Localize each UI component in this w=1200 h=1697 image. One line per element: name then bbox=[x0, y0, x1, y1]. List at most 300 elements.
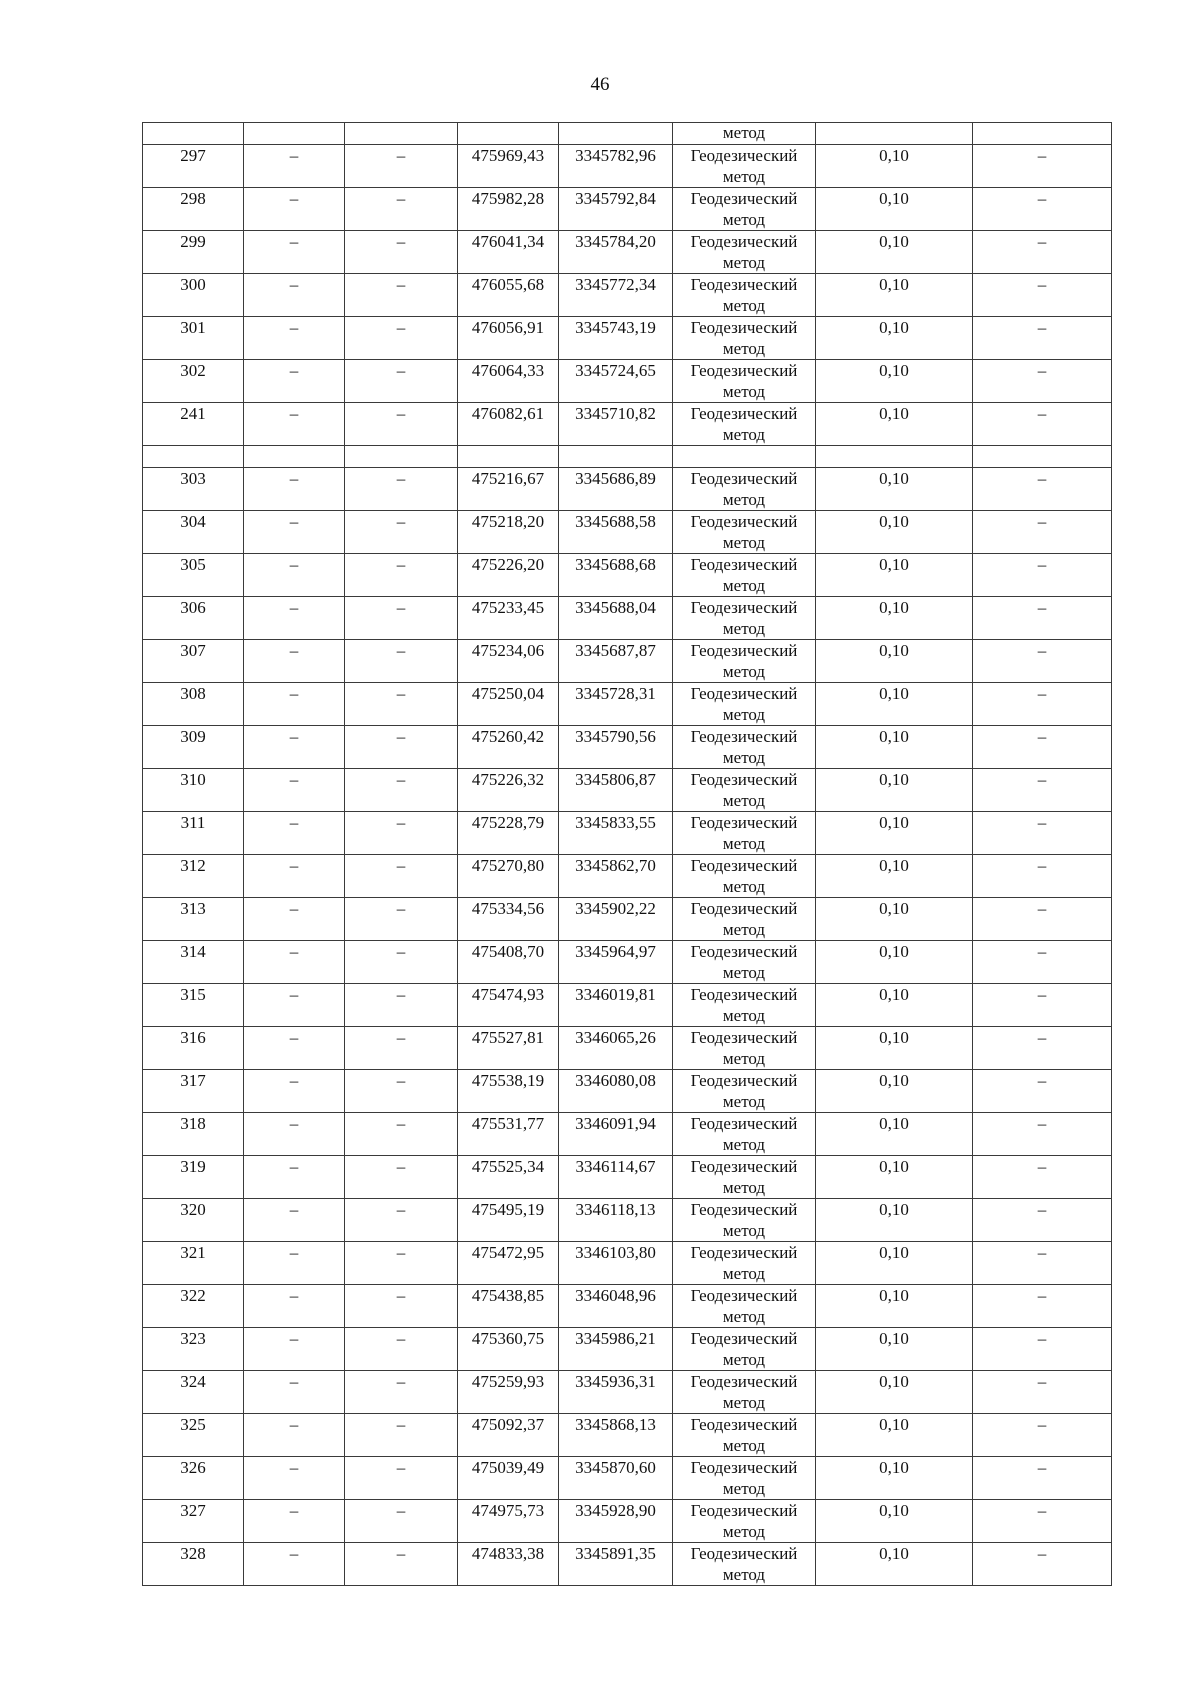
point-number-cell: 313 bbox=[143, 898, 244, 941]
method-cell bbox=[673, 1328, 816, 1371]
y-coordinate-cell: 3346114,67 bbox=[559, 1156, 673, 1199]
dash-cell: – bbox=[244, 812, 345, 855]
x-coordinate-cell: 475982,28 bbox=[458, 188, 559, 231]
method-cell bbox=[673, 1543, 816, 1586]
table-row bbox=[143, 1414, 1112, 1457]
x-coordinate-cell: 475270,80 bbox=[458, 855, 559, 898]
method-cell bbox=[673, 403, 816, 446]
dash-cell: – bbox=[973, 640, 1112, 683]
accuracy-cell: 0,10 bbox=[816, 1156, 973, 1199]
method-cell bbox=[673, 597, 816, 640]
dash-cell: – bbox=[345, 360, 458, 403]
table-body bbox=[143, 123, 1112, 1586]
method-line-2: метод bbox=[722, 253, 766, 272]
point-number-cell: 309 bbox=[143, 726, 244, 769]
method-line-1: Геодезический bbox=[690, 1243, 798, 1262]
point-number-cell: 298 bbox=[143, 188, 244, 231]
y-coordinate-cell: 3346080,08 bbox=[559, 1070, 673, 1113]
method-cell bbox=[673, 1027, 816, 1070]
dash-cell: – bbox=[345, 683, 458, 726]
method-line-1: Геодезический bbox=[690, 727, 798, 746]
y-coordinate-cell: 3345743,19 bbox=[559, 317, 673, 360]
y-coordinate-cell: 3345902,22 bbox=[559, 898, 673, 941]
method-line-2: метод bbox=[722, 705, 766, 724]
point-number-cell: 323 bbox=[143, 1328, 244, 1371]
cell-empty bbox=[143, 123, 244, 145]
dash-cell: – bbox=[973, 1242, 1112, 1285]
y-coordinate-cell: 3345870,60 bbox=[559, 1457, 673, 1500]
dash-cell: – bbox=[973, 1070, 1112, 1113]
dash-cell: – bbox=[244, 1414, 345, 1457]
point-number-cell: 305 bbox=[143, 554, 244, 597]
table-row bbox=[143, 231, 1112, 274]
dash-cell: – bbox=[345, 403, 458, 446]
dash-cell: – bbox=[244, 1242, 345, 1285]
table-row bbox=[143, 1543, 1112, 1586]
table-row bbox=[143, 1242, 1112, 1285]
method-line-1: Геодезический bbox=[690, 189, 798, 208]
method-line-1: Геодезический bbox=[690, 856, 798, 875]
dash-cell: – bbox=[973, 1543, 1112, 1586]
accuracy-cell: 0,10 bbox=[816, 554, 973, 597]
dash-cell: – bbox=[345, 1070, 458, 1113]
method-line-2: метод bbox=[722, 1092, 766, 1111]
dash-cell: – bbox=[973, 726, 1112, 769]
method-line-2: метод bbox=[722, 1565, 766, 1584]
cell-empty bbox=[559, 446, 673, 468]
x-coordinate-cell: 475233,45 bbox=[458, 597, 559, 640]
point-number-cell: 318 bbox=[143, 1113, 244, 1156]
dash-cell: – bbox=[345, 1242, 458, 1285]
method-line-2: метод bbox=[722, 1264, 766, 1283]
accuracy-cell: 0,10 bbox=[816, 274, 973, 317]
point-number-cell: 328 bbox=[143, 1543, 244, 1586]
dash-cell: – bbox=[345, 145, 458, 188]
accuracy-cell: 0,10 bbox=[816, 1285, 973, 1328]
point-number-cell: 315 bbox=[143, 984, 244, 1027]
method-cell bbox=[673, 1199, 816, 1242]
dash-cell: – bbox=[973, 188, 1112, 231]
table-row bbox=[143, 274, 1112, 317]
cell-empty bbox=[244, 123, 345, 145]
method-line-1: Геодезический bbox=[690, 1286, 798, 1305]
x-coordinate-cell: 475474,93 bbox=[458, 984, 559, 1027]
dash-cell: – bbox=[244, 898, 345, 941]
table-row bbox=[143, 511, 1112, 554]
point-number-cell: 324 bbox=[143, 1371, 244, 1414]
method-line-2: метод bbox=[722, 1479, 766, 1498]
accuracy-cell: 0,10 bbox=[816, 1543, 973, 1586]
y-coordinate-cell: 3345710,82 bbox=[559, 403, 673, 446]
y-coordinate-cell: 3346091,94 bbox=[559, 1113, 673, 1156]
method-cell bbox=[673, 511, 816, 554]
accuracy-cell: 0,10 bbox=[816, 188, 973, 231]
dash-cell: – bbox=[244, 145, 345, 188]
method-line-2: метод bbox=[722, 1307, 766, 1326]
method-line-2: метод bbox=[722, 1049, 766, 1068]
dash-cell: – bbox=[973, 941, 1112, 984]
dash-cell: – bbox=[345, 1457, 458, 1500]
y-coordinate-cell: 3345833,55 bbox=[559, 812, 673, 855]
dash-cell: – bbox=[973, 812, 1112, 855]
cell-empty bbox=[345, 123, 458, 145]
dash-cell: – bbox=[244, 683, 345, 726]
y-coordinate-cell: 3345782,96 bbox=[559, 145, 673, 188]
method-cell bbox=[673, 1113, 816, 1156]
accuracy-cell: 0,10 bbox=[816, 1242, 973, 1285]
table-row bbox=[143, 726, 1112, 769]
dash-cell: – bbox=[973, 984, 1112, 1027]
dash-cell: – bbox=[973, 855, 1112, 898]
method-cell bbox=[673, 554, 816, 597]
method-cell bbox=[673, 1457, 816, 1500]
table-row bbox=[143, 1500, 1112, 1543]
x-coordinate-cell: 475226,20 bbox=[458, 554, 559, 597]
dash-cell: – bbox=[345, 812, 458, 855]
y-coordinate-cell: 3345687,87 bbox=[559, 640, 673, 683]
x-coordinate-cell: 474833,38 bbox=[458, 1543, 559, 1586]
dash-cell: – bbox=[345, 1113, 458, 1156]
table-row bbox=[143, 640, 1112, 683]
dash-cell: – bbox=[345, 231, 458, 274]
y-coordinate-cell: 3345792,84 bbox=[559, 188, 673, 231]
method-line-1: Геодезический bbox=[690, 275, 798, 294]
x-coordinate-cell: 475216,67 bbox=[458, 468, 559, 511]
continuation-method-cell: метод bbox=[673, 123, 816, 145]
method-cell bbox=[673, 1414, 816, 1457]
dash-cell: – bbox=[244, 726, 345, 769]
accuracy-cell: 0,10 bbox=[816, 1027, 973, 1070]
accuracy-cell: 0,10 bbox=[816, 511, 973, 554]
dash-cell: – bbox=[244, 941, 345, 984]
method-cell bbox=[673, 683, 816, 726]
accuracy-cell: 0,10 bbox=[816, 1328, 973, 1371]
method-line-1: Геодезический bbox=[690, 684, 798, 703]
method-line-1: Геодезический bbox=[690, 1415, 798, 1434]
point-number-cell: 304 bbox=[143, 511, 244, 554]
x-coordinate-cell: 475039,49 bbox=[458, 1457, 559, 1500]
table-row bbox=[143, 1156, 1112, 1199]
point-number-cell: 316 bbox=[143, 1027, 244, 1070]
dash-cell: – bbox=[345, 1500, 458, 1543]
page-number: 46 bbox=[590, 74, 610, 95]
point-number-cell: 327 bbox=[143, 1500, 244, 1543]
table-row bbox=[143, 1328, 1112, 1371]
method-line-1: Геодезический bbox=[690, 404, 798, 423]
dash-cell: – bbox=[973, 145, 1112, 188]
table-row bbox=[143, 1199, 1112, 1242]
point-number-cell: 241 bbox=[143, 403, 244, 446]
method-line-1: Геодезический bbox=[690, 598, 798, 617]
method-line-1: Геодезический bbox=[690, 813, 798, 832]
method-cell bbox=[673, 317, 816, 360]
method-cell bbox=[673, 468, 816, 511]
point-number-cell: 317 bbox=[143, 1070, 244, 1113]
method-cell bbox=[673, 231, 816, 274]
cell-empty bbox=[816, 123, 973, 145]
dash-cell: – bbox=[973, 317, 1112, 360]
y-coordinate-cell: 3345688,58 bbox=[559, 511, 673, 554]
table-row bbox=[143, 1113, 1112, 1156]
dash-cell: – bbox=[973, 769, 1112, 812]
cell-empty bbox=[816, 446, 973, 468]
accuracy-cell: 0,10 bbox=[816, 1371, 973, 1414]
method-cell bbox=[673, 274, 816, 317]
method-line-1: Геодезический bbox=[690, 641, 798, 660]
dash-cell: – bbox=[244, 1027, 345, 1070]
x-coordinate-cell: 475334,56 bbox=[458, 898, 559, 941]
x-coordinate-cell: 475360,75 bbox=[458, 1328, 559, 1371]
method-line-1: Геодезический bbox=[690, 1028, 798, 1047]
dash-cell: – bbox=[973, 1371, 1112, 1414]
dash-cell: – bbox=[244, 511, 345, 554]
table-row bbox=[143, 188, 1112, 231]
y-coordinate-cell: 3346103,80 bbox=[559, 1242, 673, 1285]
dash-cell: – bbox=[244, 640, 345, 683]
method-line-1: Геодезический bbox=[690, 1071, 798, 1090]
y-coordinate-cell: 3346118,13 bbox=[559, 1199, 673, 1242]
accuracy-cell: 0,10 bbox=[816, 640, 973, 683]
method-line-2: метод bbox=[722, 662, 766, 681]
table-row bbox=[143, 1070, 1112, 1113]
accuracy-cell: 0,10 bbox=[816, 231, 973, 274]
accuracy-cell: 0,10 bbox=[816, 1199, 973, 1242]
dash-cell: – bbox=[345, 769, 458, 812]
dash-cell: – bbox=[244, 231, 345, 274]
dash-cell: – bbox=[345, 640, 458, 683]
method-line-2: метод bbox=[722, 1178, 766, 1197]
accuracy-cell: 0,10 bbox=[816, 941, 973, 984]
method-line-2: метод bbox=[722, 210, 766, 229]
y-coordinate-cell: 3345986,21 bbox=[559, 1328, 673, 1371]
method-cell bbox=[673, 898, 816, 941]
dash-cell: – bbox=[345, 726, 458, 769]
method-line-2: метод bbox=[722, 1393, 766, 1412]
dash-cell: – bbox=[345, 468, 458, 511]
dash-cell: – bbox=[345, 1199, 458, 1242]
dash-cell: – bbox=[973, 403, 1112, 446]
table-row bbox=[143, 597, 1112, 640]
dash-cell: – bbox=[973, 274, 1112, 317]
point-number-cell: 325 bbox=[143, 1414, 244, 1457]
accuracy-cell: 0,10 bbox=[816, 984, 973, 1027]
point-number-cell: 310 bbox=[143, 769, 244, 812]
point-number-cell: 308 bbox=[143, 683, 244, 726]
dash-cell: – bbox=[345, 898, 458, 941]
x-coordinate-cell: 476064,33 bbox=[458, 360, 559, 403]
dash-cell: – bbox=[244, 984, 345, 1027]
accuracy-cell: 0,10 bbox=[816, 1500, 973, 1543]
dash-cell: – bbox=[244, 1199, 345, 1242]
y-coordinate-cell: 3345936,31 bbox=[559, 1371, 673, 1414]
table-row bbox=[143, 360, 1112, 403]
method-cell bbox=[673, 855, 816, 898]
y-coordinate-cell: 3345964,97 bbox=[559, 941, 673, 984]
method-cell bbox=[673, 769, 816, 812]
point-number-cell: 301 bbox=[143, 317, 244, 360]
dash-cell: – bbox=[244, 855, 345, 898]
method-line-1: Геодезический bbox=[690, 770, 798, 789]
dash-cell: – bbox=[244, 1371, 345, 1414]
coordinates-table bbox=[142, 122, 1112, 1586]
method-line-2: метод bbox=[722, 490, 766, 509]
method-cell bbox=[673, 812, 816, 855]
dash-cell: – bbox=[973, 1285, 1112, 1328]
table-row bbox=[143, 145, 1112, 188]
y-coordinate-cell: 3345724,65 bbox=[559, 360, 673, 403]
dash-cell: – bbox=[244, 1543, 345, 1586]
accuracy-cell: 0,10 bbox=[816, 403, 973, 446]
x-coordinate-cell: 475218,20 bbox=[458, 511, 559, 554]
accuracy-cell: 0,10 bbox=[816, 812, 973, 855]
table-row bbox=[143, 1285, 1112, 1328]
table-row bbox=[143, 898, 1112, 941]
accuracy-cell: 0,10 bbox=[816, 1070, 973, 1113]
accuracy-cell: 0,10 bbox=[816, 1457, 973, 1500]
method-line-1: Геодезический bbox=[690, 1544, 798, 1563]
x-coordinate-cell: 475538,19 bbox=[458, 1070, 559, 1113]
table-row bbox=[143, 683, 1112, 726]
y-coordinate-cell: 3345928,90 bbox=[559, 1500, 673, 1543]
y-coordinate-cell: 3345862,70 bbox=[559, 855, 673, 898]
method-cell bbox=[673, 726, 816, 769]
dash-cell: – bbox=[973, 360, 1112, 403]
dash-cell: – bbox=[345, 1285, 458, 1328]
table-row bbox=[143, 941, 1112, 984]
accuracy-cell: 0,10 bbox=[816, 145, 973, 188]
cell-empty bbox=[559, 123, 673, 145]
method-line-1: Геодезический bbox=[690, 146, 798, 165]
method-cell bbox=[673, 1371, 816, 1414]
accuracy-cell: 0,10 bbox=[816, 898, 973, 941]
x-coordinate-cell: 475234,06 bbox=[458, 640, 559, 683]
dash-cell: – bbox=[345, 1414, 458, 1457]
point-number-cell: 307 bbox=[143, 640, 244, 683]
point-number-cell: 314 bbox=[143, 941, 244, 984]
dash-cell: – bbox=[345, 317, 458, 360]
dash-cell: – bbox=[244, 1500, 345, 1543]
dash-cell: – bbox=[345, 1027, 458, 1070]
x-coordinate-cell: 475226,32 bbox=[458, 769, 559, 812]
accuracy-cell: 0,10 bbox=[816, 360, 973, 403]
method-cell bbox=[673, 1242, 816, 1285]
method-line-2: метод bbox=[722, 1135, 766, 1154]
method-line-1: Геодезический bbox=[690, 1372, 798, 1391]
cell-empty bbox=[973, 123, 1112, 145]
method-line-1: Геодезический bbox=[690, 469, 798, 488]
table-row bbox=[143, 468, 1112, 511]
method-cell bbox=[673, 1070, 816, 1113]
method-line-1: Геодезический bbox=[690, 1329, 798, 1348]
point-number-cell: 306 bbox=[143, 597, 244, 640]
point-number-cell: 302 bbox=[143, 360, 244, 403]
x-coordinate-cell: 476041,34 bbox=[458, 231, 559, 274]
table-row bbox=[143, 403, 1112, 446]
y-coordinate-cell: 3346065,26 bbox=[559, 1027, 673, 1070]
separator-row bbox=[143, 446, 1112, 468]
method-line-1: Геодезический bbox=[690, 1458, 798, 1477]
method-line-2: метод bbox=[722, 425, 766, 444]
method-line-2: метод bbox=[722, 1436, 766, 1455]
dash-cell: – bbox=[973, 1199, 1112, 1242]
accuracy-cell: 0,10 bbox=[816, 855, 973, 898]
cell-empty bbox=[673, 446, 816, 468]
x-coordinate-cell: 475969,43 bbox=[458, 145, 559, 188]
method-line-2: метод bbox=[722, 834, 766, 853]
y-coordinate-cell: 3346048,96 bbox=[559, 1285, 673, 1328]
cell-empty bbox=[345, 446, 458, 468]
x-coordinate-cell: 475527,81 bbox=[458, 1027, 559, 1070]
dash-cell: – bbox=[973, 554, 1112, 597]
point-number-cell: 320 bbox=[143, 1199, 244, 1242]
dash-cell: – bbox=[973, 597, 1112, 640]
dash-cell: – bbox=[973, 1328, 1112, 1371]
dash-cell: – bbox=[244, 597, 345, 640]
continuation-row bbox=[143, 123, 1112, 145]
point-number-cell: 321 bbox=[143, 1242, 244, 1285]
dash-cell: – bbox=[345, 597, 458, 640]
method-line-2: метод bbox=[722, 576, 766, 595]
dash-cell: – bbox=[973, 1027, 1112, 1070]
method-line-2: метод bbox=[722, 963, 766, 982]
method-line-1: Геодезический bbox=[690, 942, 798, 961]
accuracy-cell: 0,10 bbox=[816, 1113, 973, 1156]
dash-cell: – bbox=[973, 683, 1112, 726]
dash-cell: – bbox=[345, 274, 458, 317]
dash-cell: – bbox=[244, 360, 345, 403]
dash-cell: – bbox=[345, 188, 458, 231]
y-coordinate-cell: 3345806,87 bbox=[559, 769, 673, 812]
method-line-2: метод bbox=[722, 877, 766, 896]
method-line-1: Геодезический bbox=[690, 555, 798, 574]
table-row bbox=[143, 1457, 1112, 1500]
dash-cell: – bbox=[345, 1156, 458, 1199]
method-line-2: метод bbox=[722, 296, 766, 315]
dash-cell: – bbox=[973, 231, 1112, 274]
accuracy-cell: 0,10 bbox=[816, 726, 973, 769]
table-row bbox=[143, 984, 1112, 1027]
x-coordinate-cell: 475259,93 bbox=[458, 1371, 559, 1414]
y-coordinate-cell: 3345686,89 bbox=[559, 468, 673, 511]
method-line-1: Геодезический bbox=[690, 1200, 798, 1219]
accuracy-cell: 0,10 bbox=[816, 769, 973, 812]
x-coordinate-cell: 475092,37 bbox=[458, 1414, 559, 1457]
table-row bbox=[143, 1371, 1112, 1414]
point-number-cell: 311 bbox=[143, 812, 244, 855]
point-number-cell: 300 bbox=[143, 274, 244, 317]
accuracy-cell: 0,10 bbox=[816, 597, 973, 640]
dash-cell: – bbox=[345, 1543, 458, 1586]
x-coordinate-cell: 475495,19 bbox=[458, 1199, 559, 1242]
point-number-cell: 322 bbox=[143, 1285, 244, 1328]
method-cell bbox=[673, 145, 816, 188]
cell-empty bbox=[458, 123, 559, 145]
method-line-2: метод bbox=[722, 1350, 766, 1369]
table-row bbox=[143, 769, 1112, 812]
x-coordinate-cell: 475260,42 bbox=[458, 726, 559, 769]
table-row bbox=[143, 812, 1112, 855]
dash-cell: – bbox=[244, 468, 345, 511]
y-coordinate-cell: 3345728,31 bbox=[559, 683, 673, 726]
method-cell bbox=[673, 640, 816, 683]
y-coordinate-cell: 3345772,34 bbox=[559, 274, 673, 317]
dash-cell: – bbox=[244, 1156, 345, 1199]
method-line-1: Геодезический bbox=[690, 232, 798, 251]
method-line-1: Геодезический bbox=[690, 361, 798, 380]
y-coordinate-cell: 3345891,35 bbox=[559, 1543, 673, 1586]
y-coordinate-cell: 3345688,04 bbox=[559, 597, 673, 640]
cell-empty bbox=[143, 446, 244, 468]
